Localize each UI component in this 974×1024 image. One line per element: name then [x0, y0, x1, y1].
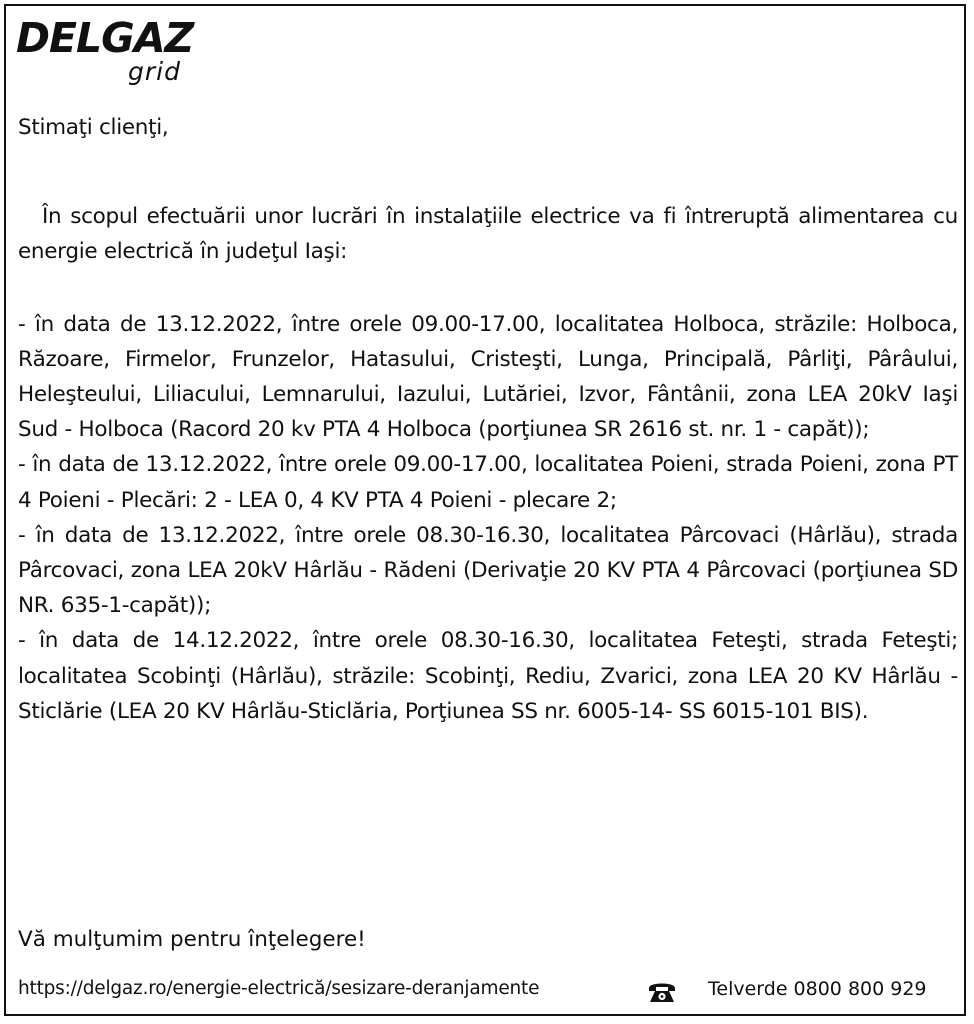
logo-sub: grid: [128, 57, 181, 86]
outage-item: - în data de 13.12.2022, între orele 08.30-16.30, localitatea Pârcovaci (Hârlău), strada Pârcovaci, zona LEA 20kV Hârlău - Rădeni (Derivaţie 20 KV PTA 4 Pârcovaci (porţiunea SD NR. 635-1-capăt));: [18, 522, 958, 619]
closing-line: Vă mulţumim pentru înţelegere!: [18, 927, 366, 952]
greeting: Stimaţi clienţi,: [18, 115, 169, 140]
footer-phone: Telverde 0800 800 929: [708, 978, 927, 1000]
phone-icon: [646, 978, 678, 1006]
delgaz-grid-logo: [16, 16, 206, 96]
outage-item: - în data de 13.12.2022, între orele 09.00-17.00, localitatea Poieni, strada Poieni, zona PT 4 Poieni - Plecări: 2 - LEA 0, 4 KV PTA 4 Poieni - plecare 2;: [18, 452, 958, 513]
outage-item: - în data de 14.12.2022, între orele 08.30-16.30, localitatea Feteşti, strada Feteşti; localitatea Scobinţi (Hârlău), străzile: Scobinţi, Rediu, Zvarici, zona LEA 20 KV Hârlău - Sticlărie (LEA 20 KV Hârlău-Sticlăria, Porţiunea SS nr. 6005-14- SS 6015-101 BIS).: [18, 628, 958, 724]
letter-body: [18, 110, 958, 729]
footer-url-link[interactable]: https://delgaz.ro/energie-electrică/sesizare-deranjamente: [18, 978, 540, 999]
outage-item: - în data de 13.12.2022, între orele 09.00-17.00, localitatea Holboca, străzile: Holboca, Răzoare, Firmelor, Frunzelor, Hatasului, Cristeşti, Lunga, Principală, Pârliţi, Pârâului, Heleşteului, Liliacului, Lemnarului, Iazului, Lutăriei, Izvor, Fântânii, zona LEA 20kV Iaşi Sud - Holboca (Racord 20 kv PTA 4 Holboca (porţiunea SR 2616 st. nr. 1 - capăt));: [18, 311, 958, 443]
logo-brand: DELGAZ: [16, 14, 194, 62]
intro-paragraph: În scopul efectuării unor lucrări în instalaţiile electrice va fi întreruptă alimentarea cu energie electrică în judeţul Iaşi:: [18, 204, 958, 265]
